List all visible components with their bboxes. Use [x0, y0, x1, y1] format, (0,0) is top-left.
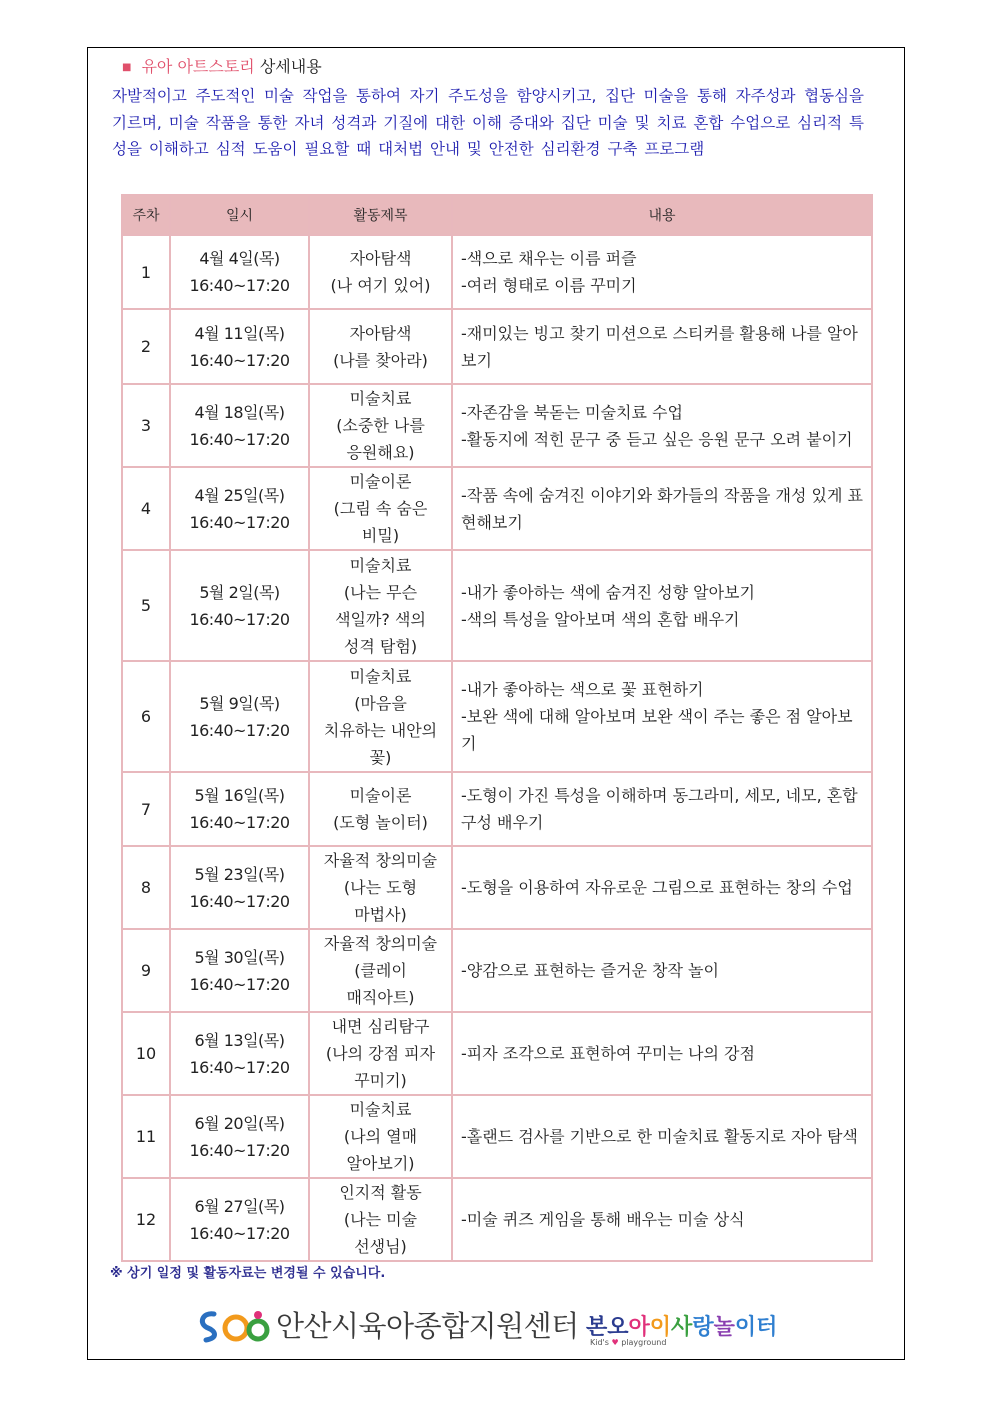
activity-title — [309, 929, 452, 1012]
session-datetime — [170, 772, 309, 846]
week-number: 9 — [122, 929, 170, 1012]
activity-content — [452, 235, 872, 309]
table-row — [122, 309, 872, 384]
activity-title-line: 내면 심리탐구 — [331, 1017, 430, 1036]
activity-title-line: 마법사) — [354, 905, 407, 924]
table-row — [122, 661, 872, 772]
square-bullet-icon: ■ — [122, 62, 132, 73]
program-description: 자발적이고 주도적인 미술 작업을 통하여 자기 주도성을 함양시키고, 집단 미술을 통해 자주성과 협동심을 기르며, 미술 작품을 통한 자녀 성격과 기질에 대한 이해 증대와 집단 미술 및 치료 혼합 수업으로 심리적 특성을 이해하고 심적 도움이 필요할 때 대처법 안내 및 안전한 심리환경 구축 프로그램 — [112, 87, 864, 158]
activity-title-line: 비밀) — [361, 526, 400, 545]
activity-content-line: -홀랜드 검사를 기반으로 한 미술치료 활동지로 자아 탐색 — [461, 1127, 858, 1146]
session-date: 6월 13일(목) — [194, 1030, 285, 1050]
activity-content — [452, 1095, 872, 1178]
session-date: 5월 23일(목) — [194, 864, 285, 884]
session-date: 6월 27일(목) — [194, 1196, 285, 1216]
session-date: 5월 30일(목) — [194, 947, 285, 967]
activity-title-line: 꽃) — [369, 747, 392, 767]
activity-title-line: (나는 미술 — [343, 1210, 418, 1229]
table-row — [122, 1178, 872, 1261]
header-week: 주차 — [122, 195, 170, 235]
table-row — [122, 467, 872, 550]
week-number: 8 — [122, 846, 170, 929]
session-time: 16:40~17:20 — [189, 1140, 290, 1160]
activity-title-line: 매직아트) — [346, 988, 415, 1007]
session-date: 4월 4일(목) — [199, 249, 280, 268]
activity-title — [309, 309, 452, 384]
schedule-table — [121, 194, 873, 1262]
activity-title — [309, 846, 452, 929]
activity-title-line: 인지적 활동 — [339, 1183, 422, 1202]
activity-title-line: 자율적 창의미술 — [323, 934, 438, 953]
week-number: 11 — [122, 1095, 170, 1178]
session-date: 4월 18일(목) — [194, 402, 285, 422]
brand-part: 랑 — [692, 1315, 714, 1340]
session-datetime — [170, 661, 309, 772]
table-row — [122, 929, 872, 1012]
activity-content — [452, 1178, 872, 1261]
activity-title — [309, 467, 452, 550]
session-time: 16:40~17:20 — [189, 720, 290, 740]
activity-content-line: -내가 좋아하는 색으로 꽃 표현하기 — [461, 680, 704, 699]
activity-title-line: 자아탐색 — [349, 249, 412, 268]
week-number: 2 — [122, 309, 170, 384]
session-date: 5월 16일(목) — [194, 786, 285, 805]
activity-content-line: -여러 형태로 이름 꾸미기 — [461, 276, 637, 295]
activity-title-line: (소중한 나를 — [336, 416, 425, 435]
week-number: 12 — [122, 1178, 170, 1261]
activity-title-line: (나는 무슨 — [343, 582, 418, 602]
table-header-row — [122, 195, 872, 235]
activity-title-line: 알아보기) — [346, 1154, 415, 1173]
session-time: 16:40~17:20 — [189, 276, 290, 295]
week-number: 3 — [122, 384, 170, 467]
session-time: 16:40~17:20 — [189, 512, 290, 532]
brand-part: 이 — [649, 1315, 672, 1340]
schedule-notice: ※ 상기 일정 및 활동자료는 변경될 수 있습니다. — [110, 1266, 386, 1281]
table-row — [122, 384, 872, 467]
activity-title-line: 성격 탐험) — [343, 636, 418, 656]
activity-title-line: 선생님) — [354, 1237, 407, 1256]
week-number: 7 — [122, 772, 170, 846]
activity-title-line: (나의 열매 — [343, 1127, 418, 1146]
program-name: 유아 아트스토리 — [141, 57, 255, 76]
activity-content — [452, 661, 872, 772]
activity-content-line: -도형이 가진 특성을 이해하며 동그라미, 세모, 네모, 혼합구성 배우기 — [461, 786, 858, 832]
week-number: 5 — [122, 550, 170, 661]
week-number: 4 — [122, 467, 170, 550]
activity-title — [309, 661, 452, 772]
activity-content — [452, 846, 872, 929]
activity-title-line: 자아탐색 — [349, 323, 412, 343]
session-date: 6월 20일(목) — [194, 1113, 285, 1133]
header-title: 활동제목 — [309, 195, 452, 235]
session-time: 16:40~17:20 — [189, 429, 290, 449]
session-time: 16:40~17:20 — [189, 891, 290, 911]
playground-brand — [586, 1310, 777, 1341]
table-row — [122, 772, 872, 846]
activity-content — [452, 929, 872, 1012]
table-row — [122, 550, 872, 661]
activity-title-line: 미술치료 — [349, 666, 412, 686]
activity-content-line: -작품 속에 숨겨진 이야기와 화가들의 작품을 개성 있게 표현해보기 — [461, 485, 863, 532]
activity-title-line: (나를 찾아라) — [333, 350, 428, 370]
activity-title-line: 미술치료 — [349, 1100, 412, 1119]
activity-title-line: (그림 속 숨은 — [333, 499, 428, 518]
activity-content-line: -미술 퀴즈 게임을 통해 배우는 미술 상식 — [461, 1210, 745, 1229]
activity-title-line: (마음을 — [354, 693, 407, 713]
brand-part: 놀 — [713, 1315, 735, 1340]
activity-title-line: 미술치료 — [349, 555, 412, 575]
session-datetime — [170, 235, 309, 309]
footer — [196, 1300, 816, 1350]
activity-title-line: 치유하는 내안의 — [323, 720, 438, 740]
activity-title-line: 꾸미기) — [354, 1071, 407, 1090]
table-row — [122, 1095, 872, 1178]
activity-title-line: (나는 도형 — [343, 878, 418, 897]
center-logo-icon — [196, 1306, 270, 1346]
session-datetime — [170, 846, 309, 929]
session-time: 16:40~17:20 — [189, 350, 290, 370]
brand-sub-left: Kid's — [590, 1338, 609, 1347]
week-number: 1 — [122, 235, 170, 309]
session-datetime — [170, 384, 309, 467]
activity-content — [452, 384, 872, 467]
activity-content — [452, 1012, 872, 1095]
brand-part: 이터 — [734, 1315, 778, 1340]
center-name: 안산시육아종합지원센터 — [276, 1309, 579, 1343]
header-content: 내용 — [452, 195, 872, 235]
session-datetime — [170, 929, 309, 1012]
activity-content-line: -활동지에 적힌 문구 중 듣고 싶은 응원 문구 오려 붙이기 — [461, 429, 853, 449]
session-datetime — [170, 467, 309, 550]
session-time: 16:40~17:20 — [189, 974, 290, 994]
activity-content-line: -도형을 이용하여 자유로운 그림으로 표현하는 창의 수업 — [461, 878, 853, 897]
brand-part: 아 — [628, 1315, 650, 1340]
activity-content-line: -보완 색에 대해 알아보며 보완 색이 주는 좋은 점 알아보기 — [461, 707, 853, 753]
activity-content-line: -양감으로 표현하는 즐거운 창작 놀이 — [461, 961, 719, 980]
session-date: 5월 9일(목) — [199, 693, 280, 713]
activity-content-line: -색으로 채우는 이름 퍼즐 — [461, 249, 637, 268]
activity-title — [309, 1178, 452, 1261]
activity-title-line: 미술이론 — [349, 472, 412, 491]
activity-content-line: -색의 특성을 알아보며 색의 혼합 배우기 — [461, 609, 740, 629]
activity-title — [309, 1012, 452, 1095]
activity-title — [309, 384, 452, 467]
session-datetime — [170, 550, 309, 661]
session-time: 16:40~17:20 — [189, 1223, 290, 1243]
session-datetime — [170, 1012, 309, 1095]
activity-title — [309, 235, 452, 309]
session-datetime — [170, 1178, 309, 1261]
session-date: 4월 25일(목) — [194, 485, 285, 505]
activity-content-line: -내가 좋아하는 색에 숨겨진 성향 알아보기 — [461, 582, 755, 602]
brand-bono: 본오 — [586, 1315, 629, 1340]
table-row — [122, 235, 872, 309]
section-heading — [122, 55, 322, 82]
table-body — [122, 235, 872, 1261]
activity-content — [452, 467, 872, 550]
activity-title-line: 미술이론 — [349, 786, 412, 805]
activity-content-line: -재미있는 빙고 찾기 미션으로 스티커를 활용해 나를 알아보기 — [461, 323, 858, 370]
activity-title-line: (클레이 — [354, 961, 407, 980]
activity-title-line: 응원해요) — [346, 443, 415, 462]
session-datetime — [170, 309, 309, 384]
activity-content-line: -자존감을 북돋는 미술치료 수업 — [461, 402, 683, 422]
session-time: 16:40~17:20 — [189, 1057, 290, 1077]
session-date: 4월 11일(목) — [194, 323, 285, 343]
activity-title — [309, 772, 452, 846]
header-date: 일시 — [170, 195, 309, 235]
table-row — [122, 846, 872, 929]
activity-title-line: (도형 놀이터) — [333, 813, 428, 832]
session-datetime — [170, 1095, 309, 1178]
brand-subtitle — [590, 1338, 666, 1347]
activity-title-line: (나의 강점 피자 — [325, 1044, 436, 1063]
table-row — [122, 1012, 872, 1095]
activity-title — [309, 1095, 452, 1178]
brand-sub-right: playground — [621, 1338, 667, 1347]
week-number: 10 — [122, 1012, 170, 1095]
heading-suffix: 상세내용 — [254, 57, 322, 76]
activity-title-line: 색일까? 색의 — [335, 609, 426, 629]
brand-part: 사 — [671, 1315, 693, 1340]
activity-title — [309, 550, 452, 661]
activity-content — [452, 550, 872, 661]
activity-content — [452, 772, 872, 846]
activity-content-line: -피자 조각으로 표현하여 꾸미는 나의 강점 — [461, 1044, 755, 1063]
activity-content — [452, 309, 872, 384]
week-number: 6 — [122, 661, 170, 772]
heart-icon: ♥ — [611, 1338, 619, 1347]
session-date: 5월 2일(목) — [199, 582, 280, 602]
session-time: 16:40~17:20 — [189, 813, 290, 832]
activity-title-line: 자율적 창의미술 — [323, 851, 438, 870]
activity-title-line: (나 여기 있어) — [330, 276, 431, 295]
session-time: 16:40~17:20 — [189, 609, 290, 629]
activity-title-line: 미술치료 — [349, 389, 412, 408]
